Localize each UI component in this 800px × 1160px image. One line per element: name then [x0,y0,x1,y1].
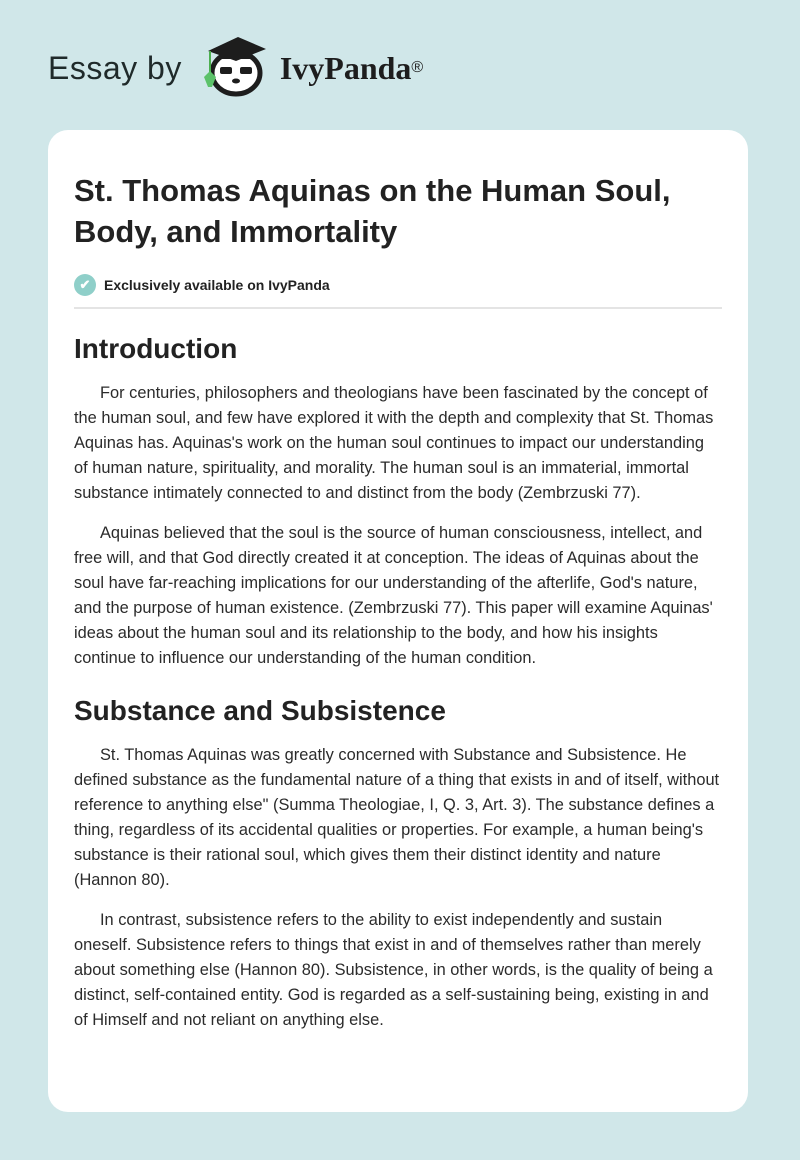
section-heading: Introduction [74,333,238,364]
essay-card [48,130,748,1112]
check-icon: ✔ [74,274,96,296]
registered-mark: ® [411,59,424,76]
brand-name: IvyPanda [279,49,412,86]
panda-logo-icon [200,35,270,102]
paragraph: Aquinas believed that the soul is the source of human consciousness, intellect, and free will, and that God directly created it at conception. The ideas of Aquinas about the soul have far-reaching implications for our understanding of the afterlife, God's nature, and the purpose of human existence. (Zembrzuski 77). This paper will examine Aquinas' ideas about the human soul and its relationship to the body, and how his insights continue to influence our understanding of the human condition. [74,524,713,667]
essay-by-label: Essay by [48,49,182,86]
essay-title: St. Thomas Aquinas on the Human Soul, Body, and Immortality [74,173,671,249]
brand-logo[interactable] [48,38,423,98]
paragraph: In contrast, subsistence refers to the ability to exist independently and sustain oneself. Subsistence refers to things that exist in and of themselves rather than merely about something else (Hannon 80). Subsistence, in other words, is the quality of being a distinct, self-contained entity. God is regarded as a self-sustaining being, existing in and of Himself and not reliant on anything else. [74,911,713,1029]
exclusive-label: Exclusively available on IvyPanda [104,277,330,293]
divider [74,307,722,309]
exclusive-badge [74,274,722,296]
paragraph: St. Thomas Aquinas was greatly concerned with Substance and Subsistence. He defined substance as the fundamental nature of a thing that exists in and of itself, without reference to anything else" (Summa Theologiae, I, Q. 3, Art. 3). The substance defines a thing, regardless of its accidental qualities or properties. For example, a human being's substance is their rational soul, which gives them their distinct identity and nature (Hannon 80). [74,746,720,889]
section-heading: Substance and Subsistence [74,695,446,726]
paragraph: For centuries, philosophers and theologians have been fascinated by the concept of the human soul, and few have explored it with the depth and complexity that St. Thomas Aquinas has. Aquinas's work on the human soul continues to impact our understanding of human nature, spirituality, and morality. The human soul is an immaterial, immortal substance intimately connected to and distinct from the body (Zembrzuski 77). [74,384,714,502]
